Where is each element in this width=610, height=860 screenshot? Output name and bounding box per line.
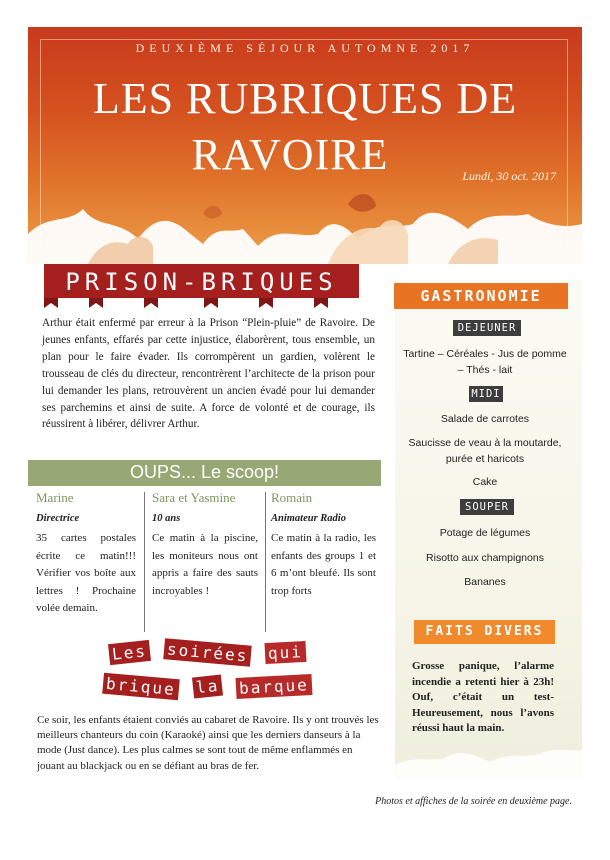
- soirees-article-text: Ce soir, les enfants étaient conviés au cabaret de Ravoire. Ils y ont trouvés les meilleurs chanteurs du coin (Karaoké) ainsi que les derniers danseurs à la mode (Just dance). Les plus calmes se sont tout de même enflammés en jouant au blackjack ou en se défiant au bras de fer.: [37, 714, 379, 772]
- menu-item: Salade de carrotes: [440, 413, 530, 425]
- column-role: Animateur Radio: [271, 513, 346, 524]
- menu-item: Potage de légumes: [439, 527, 531, 539]
- meal-label-souper: SOUPER: [460, 499, 514, 515]
- menu-item: Risotto aux champignons: [426, 552, 544, 564]
- menu-item: Saucisse de veau à la moutarde, purée et haricots: [408, 437, 562, 465]
- title-word-chip: la: [192, 675, 223, 699]
- column-author: Romain: [271, 490, 313, 505]
- column-author: Sara et Yasmine: [152, 490, 236, 505]
- menu-item: Tartine – Céréales - Jus de pomme – Thés - lait: [403, 348, 567, 376]
- scoop-title: OUPS... Le scoop!: [129, 462, 280, 482]
- soirees-title-line-2: [0, 673, 415, 700]
- column-text: 35 cartes postales écrite ce matin!!! Vérifier vos boîte aux lettres ! Prochaine volée demain.: [36, 532, 136, 614]
- title-line-1: LES RUBRIQUES DE: [92, 74, 518, 123]
- column-divider: [144, 492, 145, 632]
- title-word-chip: soirées: [163, 638, 252, 667]
- prison-title: PRISON-BRIQUES: [65, 268, 338, 296]
- title-word-chip: barque: [235, 674, 312, 699]
- meal-label-midi: MIDI: [469, 386, 503, 402]
- gastronomie-title: GASTRONOMIE: [394, 283, 568, 309]
- column-role: 10 ans: [152, 513, 181, 524]
- column-divider: [265, 492, 266, 632]
- menu-item: Bananes: [464, 576, 506, 588]
- issue-date: Lundi, 30 oct. 2017: [462, 169, 556, 183]
- faits-divers-text: Grosse panique, l’alarme incendie a retenti hier à 23h! Ouf, c’était un test- Heureusement, nous l’avons réussi haut la main.: [412, 660, 554, 734]
- title-word-chip: qui: [264, 641, 306, 664]
- title-word-chip: Les: [108, 640, 151, 665]
- column-role: Directrice: [36, 513, 80, 524]
- prison-article-text: Arthur était enfermé par erreur à la Prison “Plein-pluie” de Ravoire. De jeunes enfants, effarés par cette injustice, élaborèrent, tous ensemble, un plan pour le faire évader. Ils corrompèrent un gardien, volèrent le trousseau de clés du directeur, rencontrèrent l’architecte de la prison pour lui demander les plans, retrouvèrent un ancien évadé pour lui demander ses parchemins et ainsi de suite. A force de volonté et de courage, ils réussirent à libérer, délivrer Arthur.: [42, 317, 375, 431]
- scoop-column-marine: [36, 490, 136, 618]
- season-label: DEUXIÈME SÉJOUR AUTOMNE 2017: [135, 41, 475, 55]
- header-banner: [28, 27, 582, 264]
- column-text: Ce matin à la radio, les enfants des groups 1 et 6 m’ont bleufé. Ils sont trop forts: [271, 532, 376, 597]
- column-text: Ce matin à la piscine, les moniteurs nous ont appris a faire des sauts incroyables !: [152, 532, 258, 597]
- newsletter-title: [28, 71, 582, 183]
- scoop-column-sara-yasmine: [152, 490, 258, 600]
- sidebar-leaves-decoration: [395, 740, 582, 780]
- scoop-column-romain: [271, 490, 376, 600]
- autumn-leaves-illustration: [28, 184, 582, 264]
- soirees-title-line-1: [0, 639, 415, 666]
- faits-divers-title: FAITS DIVERS: [414, 620, 555, 644]
- meal-label-dejeuner: DEJEUNER: [453, 320, 521, 336]
- title-line-2: RAVOIRE: [191, 130, 389, 179]
- column-author: Marine: [36, 490, 74, 505]
- menu-item: Cake: [472, 476, 498, 488]
- title-word-chip: brique: [103, 673, 180, 701]
- footnote: Photos et affiches de la soirée en deuxième page.: [375, 796, 572, 807]
